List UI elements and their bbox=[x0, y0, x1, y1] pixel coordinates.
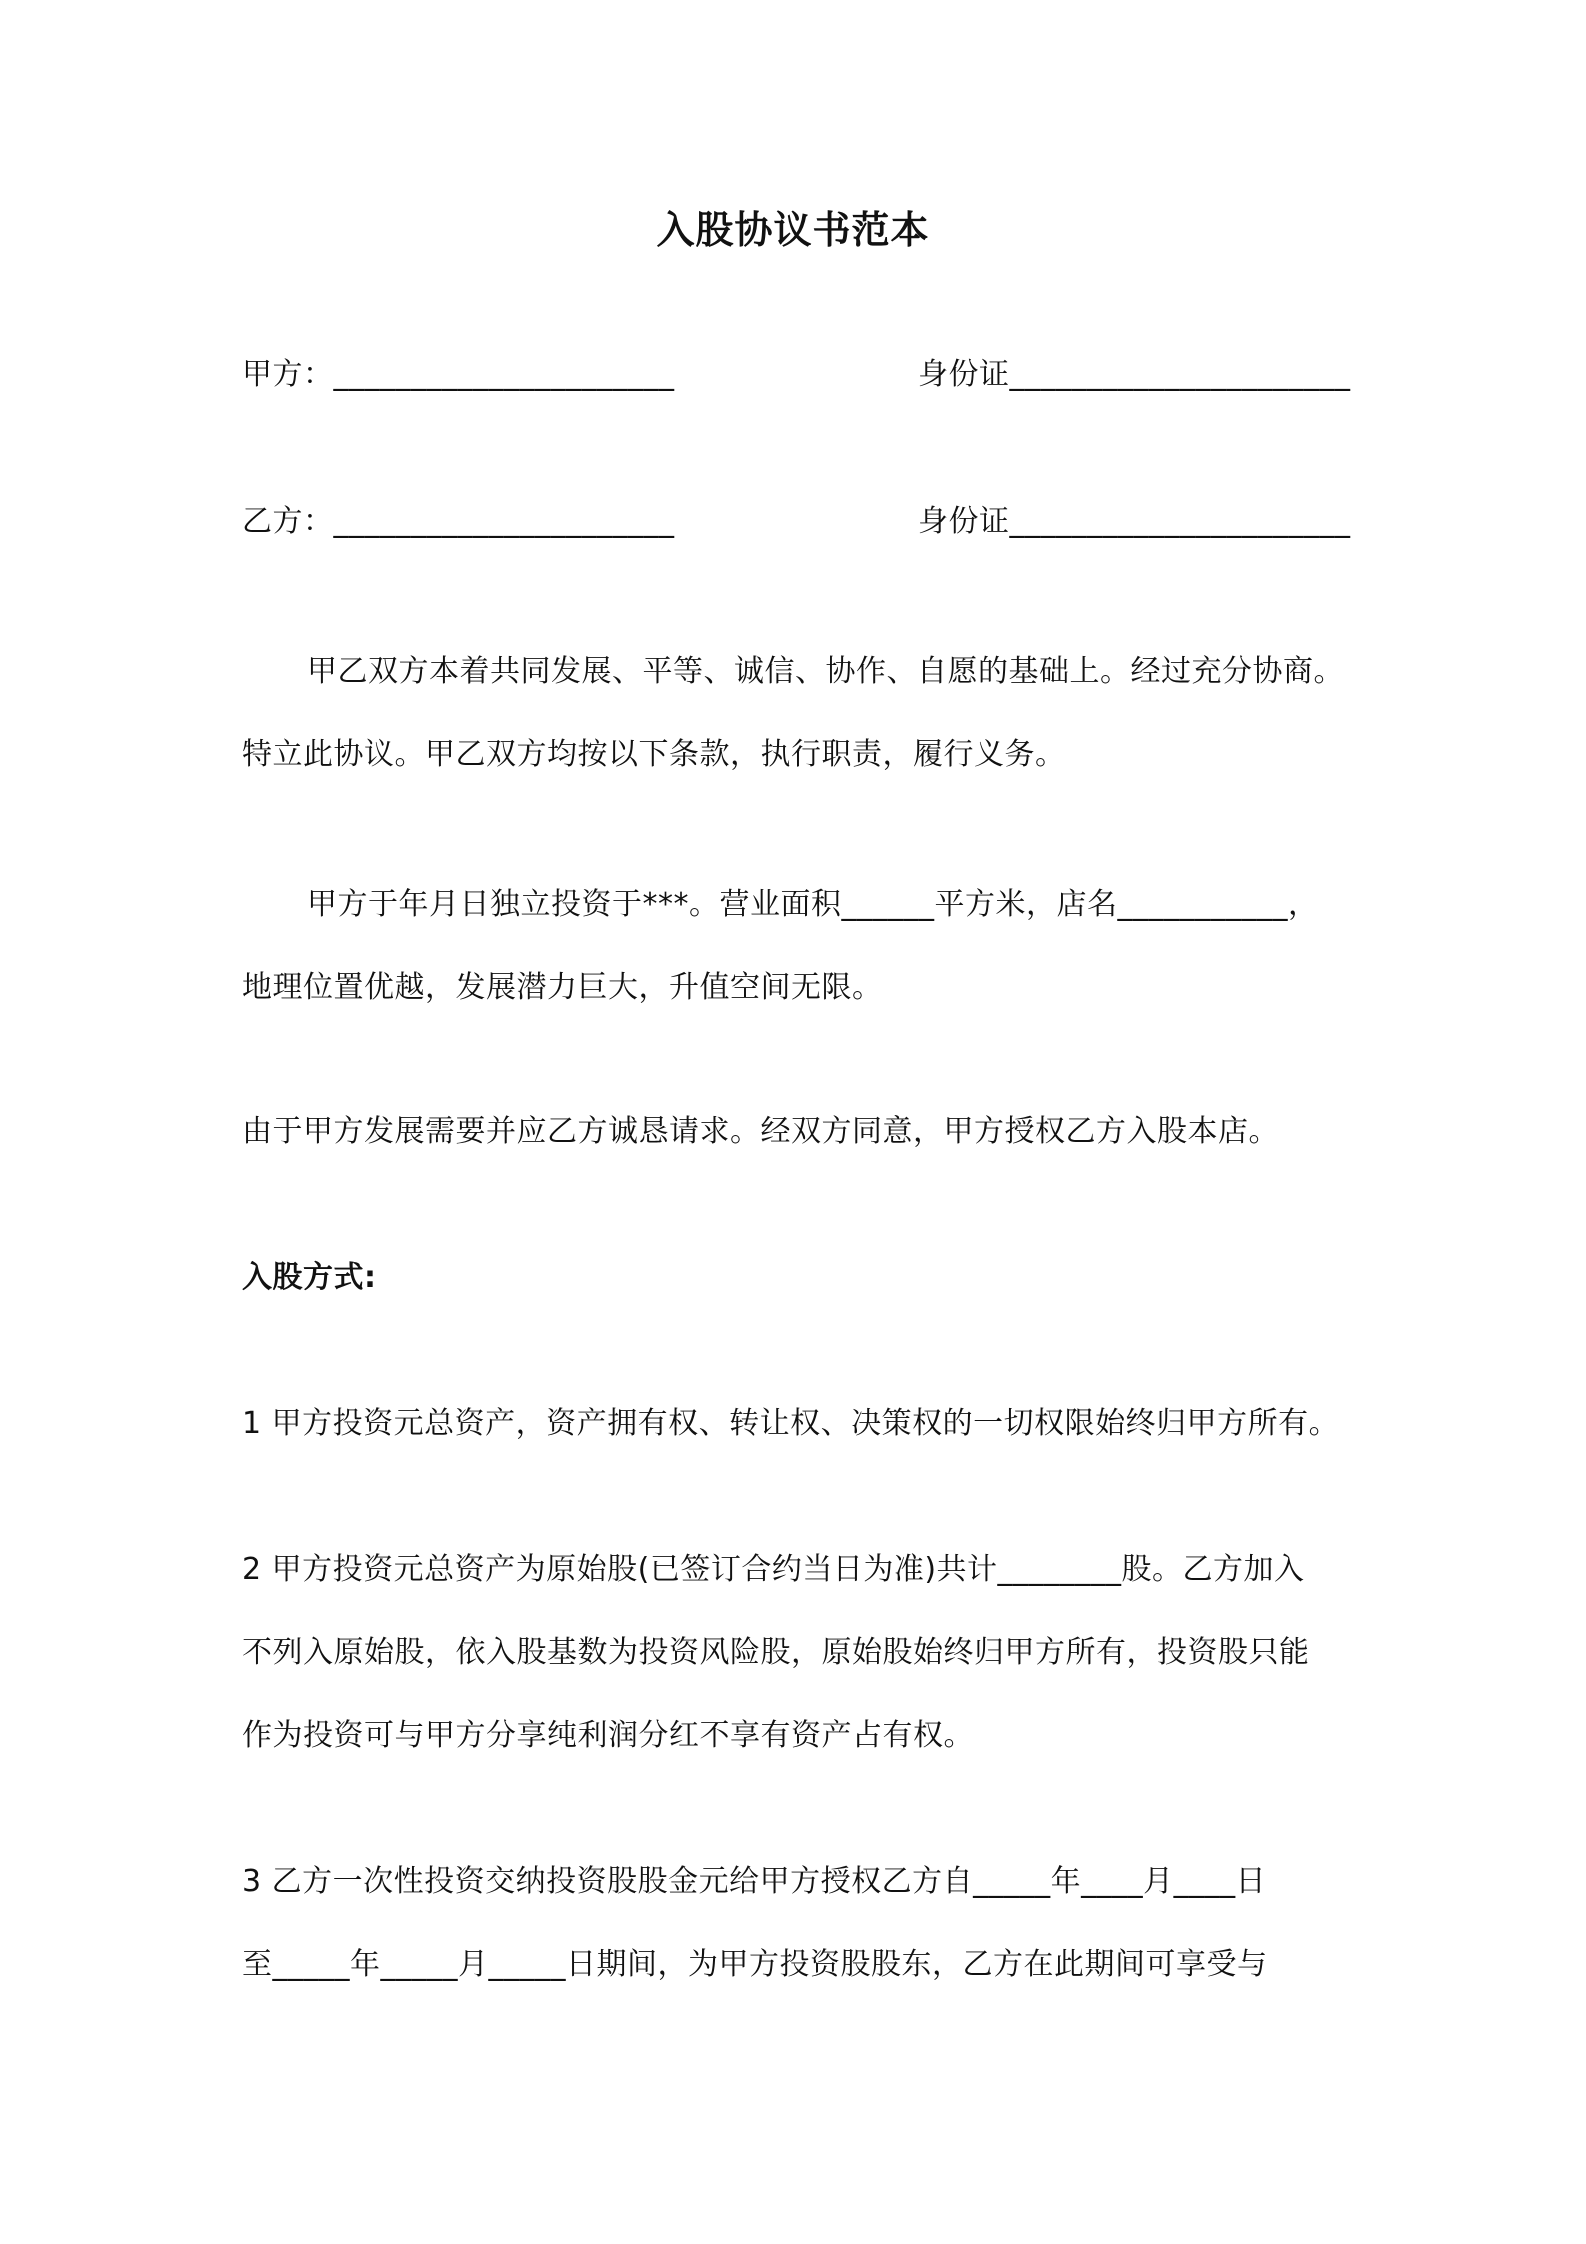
document-title: 入股协议书范本 bbox=[656, 208, 930, 252]
party-a-field: 甲方：______________________ bbox=[242, 357, 675, 392]
paragraph-2-line-2: 地理位置优越，发展潜力巨大，升值空间无限。 bbox=[242, 970, 883, 1005]
clause-3-line-1: 3 乙方一次性投资交纳投资股股金元给甲方授权乙方自_____年____月____日 bbox=[242, 1864, 1267, 1899]
party-b-id-field: 身份证______________________ bbox=[918, 504, 1351, 539]
clause-2-line-2: 不列入原始股，依入股基数为投资风险股，原始股始终归甲方所有，投资股只能 bbox=[242, 1635, 1310, 1670]
paragraph-3-line-1: 由于甲方发展需要并应乙方诚恳请求。经双方同意，甲方授权乙方入股本店。 bbox=[242, 1114, 1279, 1149]
section-heading: 入股方式: bbox=[242, 1260, 377, 1295]
clause-2-line-3: 作为投资可与甲方分享纯利润分红不享有资产占有权。 bbox=[242, 1718, 974, 1753]
paragraph-1-line-2: 特立此协议。甲乙双方均按以下条款，执行职责，履行义务。 bbox=[242, 737, 1066, 772]
clause-3-line-2: 至_____年_____月_____日期间，为甲方投资股股东，乙方在此期间可享受与 bbox=[242, 1947, 1268, 1982]
paragraph-1-line-1: 甲乙双方本着共同发展、平等、诚信、协作、自愿的基础上。经过充分协商。 bbox=[307, 654, 1344, 689]
clause-1-line-1: 1 甲方投资元总资产，资产拥有权、转让权、决策权的一切权限始终归甲方所有。 bbox=[242, 1406, 1340, 1441]
party-b-field: 乙方：______________________ bbox=[242, 504, 675, 539]
party-a-id-field: 身份证______________________ bbox=[918, 357, 1351, 392]
paragraph-2-line-1: 甲方于年月日独立投资于***。营业面积______平方米，店名___________， bbox=[307, 887, 1319, 922]
clause-2-line-1: 2 甲方投资元总资产为原始股(已签订合约当日为准)共计________股。乙方加入 bbox=[242, 1552, 1305, 1587]
